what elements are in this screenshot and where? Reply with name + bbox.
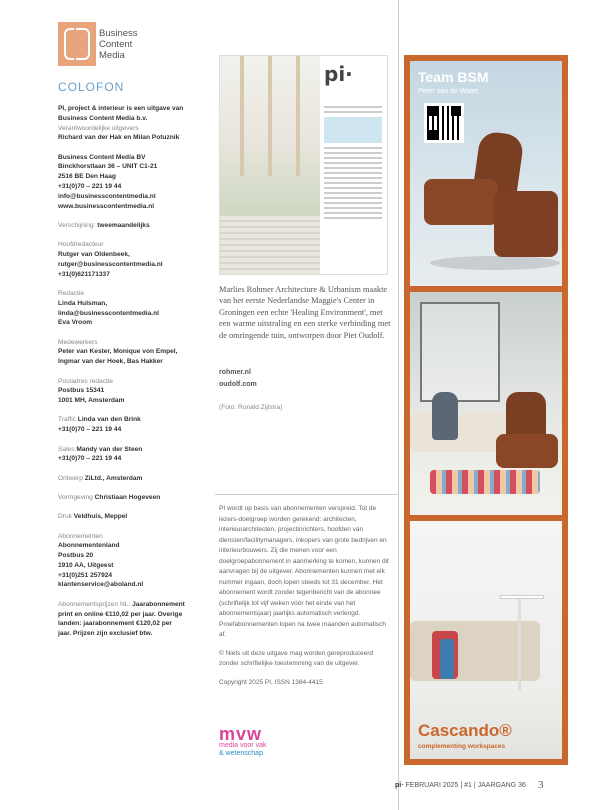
address-phone: +31(0)70 – 221 19 44	[58, 183, 122, 191]
business-content-media-logo	[58, 22, 96, 66]
side-table-icon	[500, 595, 544, 599]
abonnementen-line: Postbus 20	[58, 552, 94, 560]
cover-table-of-contents	[324, 106, 382, 222]
rug-icon	[430, 470, 540, 494]
traffic-phone: +31(0)70 – 221 19 44	[58, 426, 122, 434]
medewerkers-line: Ingmar van der Hoek, Bas Hakker	[58, 358, 163, 366]
mvw-line: & wetenschap	[219, 750, 263, 757]
redactie-label: Redactie	[58, 289, 85, 297]
rights-paragraph: © Niets uit deze uitgave mag worden gereproduceerd zonder schriftelijke toestemming van de uitgever.	[219, 649, 374, 667]
editor-email-link[interactable]: rutger@businesscontentmedia.nl	[58, 260, 163, 268]
colofon-title: COLOFON	[58, 80, 125, 94]
cover-thumbnail	[219, 55, 388, 275]
ontwerp-label: Ontwerp	[58, 474, 83, 482]
postadres-label: Postadres redactie	[58, 377, 113, 385]
footer-logo: pi·	[395, 782, 404, 789]
publisher-names: Richard van der Hak en Milan Potuznik	[58, 134, 180, 142]
ad-panel-lounge	[410, 292, 562, 515]
abonnementen-line: +31(0)251 257924	[58, 571, 113, 579]
address-email-link[interactable]: info@businesscontentmedia.nl	[58, 192, 156, 200]
link-rohmer[interactable]: rohmer.nl	[219, 369, 251, 376]
ad-title: Team BSM	[418, 69, 489, 85]
abonnementen-line: Abonnementenland	[58, 542, 120, 550]
intro-line: PI, project & interieur is een uitgave van	[58, 105, 184, 112]
column-divider	[398, 0, 399, 500]
brand-line: Media	[99, 50, 125, 61]
traffic-name: Linda van den Brink	[77, 416, 141, 424]
editor-line: +31(0)621171337	[58, 270, 110, 278]
redactie-line: Linda Hulsman,	[58, 299, 108, 307]
cover-photo	[220, 56, 320, 275]
medewerkers-label: Medewerkers	[58, 338, 98, 346]
copyright-line: Copyright 2025 PI, ISSN 1384-4415	[219, 678, 323, 686]
ad-subtitle: Peter van de Water	[418, 88, 479, 95]
prijzen-line: jaar. Prijzen zijn exclusief btw.	[58, 630, 153, 638]
vormgeving-value: Christiaan Hogeveen	[94, 493, 161, 501]
address-website-link[interactable]: www.businesscontentmedia.nl	[58, 202, 155, 210]
prijzen-line: landen: jaarabonnement €120,02 per	[58, 620, 172, 628]
publisher-label: Verantwoordelijke uitgevers	[58, 124, 139, 132]
address-line: Binckhorstlaan 36 – UNIT C1-21	[58, 163, 158, 171]
abonnementen-line: 1910 AA, Uitgeest	[58, 561, 114, 569]
ontwerp-value: ZiLtd., Amsterdam	[84, 474, 143, 482]
address-line: Business Content Media BV	[58, 153, 146, 161]
page-footer	[395, 782, 526, 789]
caption-links	[219, 367, 257, 391]
druk-value: Veldhuis, Meppel	[73, 513, 128, 521]
prijzen-line: print en online €110,02 per jaar. Overige	[58, 610, 183, 618]
lounge-seat-icon	[496, 434, 558, 468]
photo-credit: (Foto: Ronald Zijlstra)	[219, 404, 283, 411]
sales-name: Mandy van der Steen	[76, 445, 143, 453]
column-divider	[398, 500, 399, 810]
person-icon	[432, 392, 458, 440]
druk-label: Druk	[58, 513, 72, 521]
page-number: 3	[538, 779, 544, 791]
cover-logo: pi·	[324, 62, 353, 86]
link-oudolf[interactable]: oudolf.com	[219, 381, 257, 388]
redactie-email-link[interactable]: linda@businesscontentmedia.nl	[58, 309, 159, 317]
editor-line: Rutger van Oldenbeek,	[58, 251, 130, 259]
sales-label: Sales	[58, 445, 75, 453]
traffic-label: Traffic	[58, 416, 76, 424]
address-line: 2516 BE Den Haag	[58, 173, 116, 181]
qr-code-icon[interactable]	[424, 103, 464, 143]
subscription-text	[219, 504, 391, 696]
ad-panel-team-bsm	[410, 61, 562, 286]
medewerkers-line: Peter van Kester, Monique von Empel,	[58, 348, 178, 356]
section-divider	[215, 494, 399, 495]
sales-phone: +31(0)70 – 221 19 44	[58, 455, 122, 463]
postadres-line: 1001 MH, Amsterdam	[58, 397, 125, 405]
editor-label: Hoofdredacteur	[58, 241, 104, 249]
mvw-logo	[219, 726, 266, 758]
brand-line: Business	[99, 28, 138, 39]
ad-tagline: complementing workspaces	[418, 743, 506, 750]
postadres-line: Postbus 15341	[58, 387, 105, 395]
brand-line: Content	[99, 39, 133, 50]
prijzen-line: Jaarabonnement	[132, 600, 185, 608]
redactie-line: Eva Vroom	[58, 319, 93, 327]
cover-caption: Marlies Rohmer Architecture & Urbanism maakte van het eerste Nederlandse Maggie's Center in Groningen een echte 'Healing Environment', met een warme uitstraling en een sterke verbinding met de omringende tuin, ontworpen door Piet Oudolf.	[219, 285, 391, 340]
mvw-line: media voor vak	[219, 742, 267, 749]
vormgeving-label: Vormgeving	[58, 493, 93, 501]
ad-brand: Cascando®	[418, 721, 512, 740]
ad-panel-cascando	[410, 521, 562, 759]
frequency-label: Verschijning:	[58, 221, 96, 229]
frequency-value: tweemaandelijks	[97, 221, 150, 229]
brand-name	[99, 28, 138, 61]
abonnementen-email-link[interactable]: klantenservice@aboland.nl	[58, 581, 144, 589]
footer-issue: FEBRUARI 2025 | #1 | JAARGANG 36	[405, 782, 526, 789]
abonnementen-label: Abonnementen	[58, 532, 103, 540]
lounge-seat-icon	[424, 179, 498, 225]
mvw-wordmark: mvw	[219, 724, 263, 744]
cascando-advertisement[interactable]	[404, 55, 568, 765]
subscription-paragraph: PI wordt op basis van abonnementen verspreid. Tot de lezers-doelgroep worden gerekend: architecten, interieurarchitecten, projectinrichters, hoofden van diensten/facilitymanagers, inkopers van grote bedrijven en interieurbouwers. Zij die menen voor een doelgroepabonnement in aanmerking te komen, kunnen dit aanvragen bij de uitgever. Abonnementen kunnen met elk nummer ingaan, doch lopen steeds tot 31 december. Het abonnement wordt zonder tegenbericht van de abonnee (schriftelijk tot vijf weken vóór het einde van het abonnementsjaar) jaarlijks automatisch verlengd. Proefabonnementen lopen na twee maanden automatisch af.	[219, 505, 389, 638]
colofon-column	[58, 104, 208, 648]
intro-line: Business Content Media b.v.	[58, 114, 148, 122]
lounge-seat-icon	[494, 191, 558, 257]
prijzen-label: Abonnementsprijzen NL:	[58, 600, 131, 608]
